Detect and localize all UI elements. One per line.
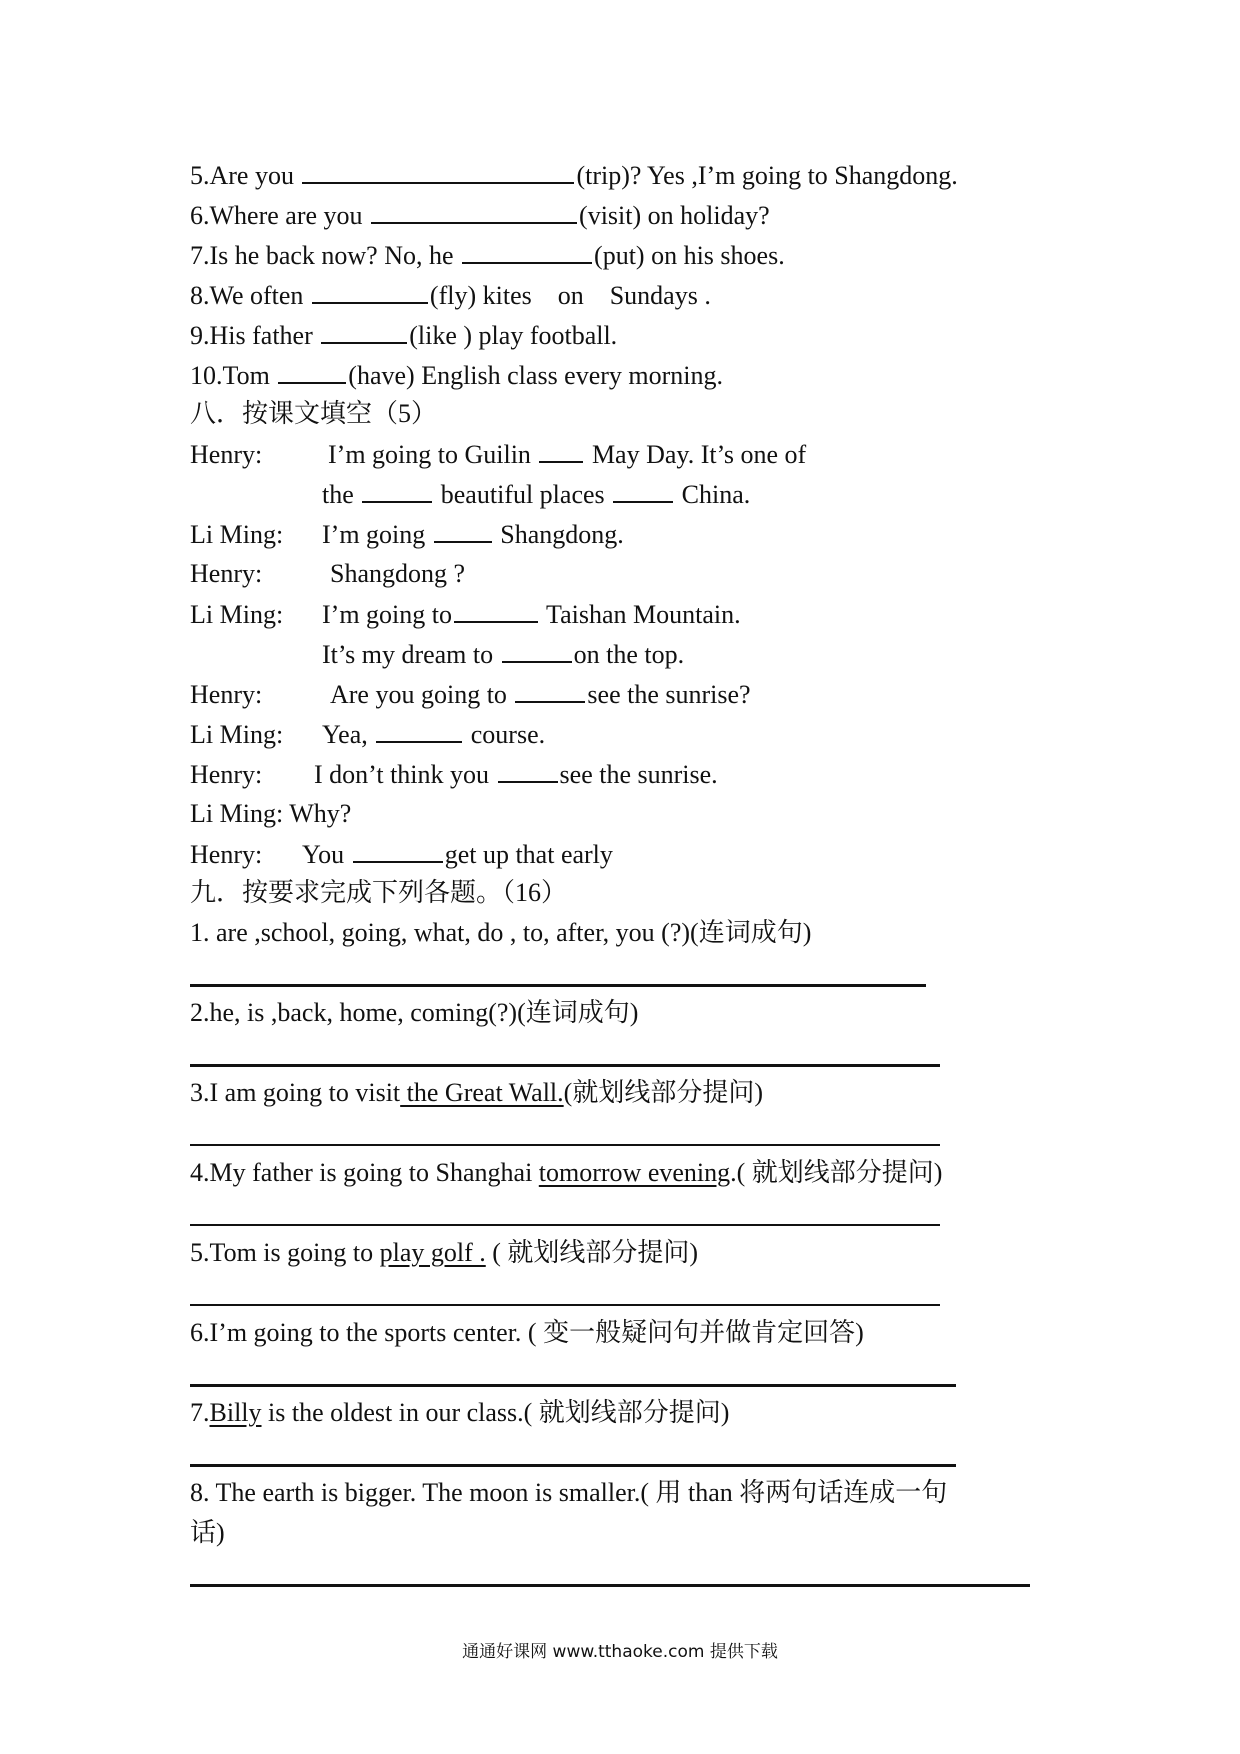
dialogue-line — [190, 717, 545, 752]
question-text: 7. — [190, 1398, 210, 1427]
dialogue-text: on the top. — [573, 640, 685, 669]
answer-blank — [539, 437, 583, 463]
dialogue-text: Shangdong. — [493, 520, 624, 549]
dialogue-text: see the sunrise. — [559, 760, 718, 789]
section-8-heading: 八．按课文填空（5） — [190, 399, 438, 428]
question-instruction: (就划线部分提问) — [563, 1078, 763, 1107]
answer-blank — [454, 597, 538, 623]
dialogue-text: Taishan Mountain. — [540, 600, 741, 629]
answer-blank — [613, 477, 673, 503]
dialogue-text: course. — [464, 720, 546, 749]
dialogue-text: I’m going — [322, 520, 432, 549]
item-text: 9.His father — [190, 321, 320, 350]
question-1: 1. are ,school, going, what, do , to, after, you (?)(连词成句) — [190, 918, 812, 947]
dialogue-line — [190, 837, 613, 872]
dialogue-text: May Day. It’s one of — [585, 440, 807, 469]
dialogue-line — [190, 597, 741, 632]
dialogue-text: You — [302, 840, 351, 869]
item-text: (trip)? Yes ,I’m going to Shangdong. — [576, 161, 958, 190]
underlined-phrase: the Great Wall. — [400, 1078, 564, 1107]
question-3 — [190, 1076, 763, 1110]
item-text: 6.Where are you — [190, 201, 370, 230]
speaker-label: Henry: — [190, 559, 263, 588]
answer-line — [190, 1304, 940, 1306]
question-text: 5.Tom is going to — [190, 1238, 380, 1267]
question-2: 2.he, is ,back, home, coming(?)(连词成句) — [190, 998, 639, 1027]
answer-blank — [462, 238, 592, 264]
item-text: (visit) on holiday? — [579, 201, 770, 230]
dialogue-text: beautiful places — [434, 480, 612, 509]
question-text: 3.I am going to visit — [190, 1078, 401, 1107]
dialogue-text: It’s my dream to — [322, 640, 500, 669]
answer-blank — [302, 158, 574, 184]
answer-blank — [434, 517, 492, 543]
question-8-continued: 话) — [190, 1518, 225, 1547]
question-instruction: is the oldest in our class.( 就划线部分提问) — [261, 1398, 730, 1427]
exercise-item-8 — [190, 278, 711, 313]
answer-blank — [353, 837, 443, 863]
dialogue-text: the — [322, 480, 361, 509]
exercise-item-5 — [190, 158, 958, 193]
dialogue-line: Li Ming: Why? — [190, 799, 352, 828]
item-text: 7.Is he back now? No, he — [190, 241, 461, 270]
speaker-label: Li Ming: — [190, 600, 284, 629]
speaker-label: Henry: — [190, 760, 263, 789]
dialogue-line — [190, 757, 718, 792]
speaker-label: Li Ming: — [190, 520, 284, 549]
question-instruction: ( 就划线部分提问) — [485, 1238, 699, 1267]
answer-line — [190, 1224, 940, 1226]
dialogue-line — [322, 477, 750, 512]
answer-line — [190, 1384, 956, 1387]
dialogue-text: Yea, — [322, 720, 375, 749]
underlined-phrase: Billy — [209, 1398, 262, 1427]
item-text: 10.Tom — [190, 361, 277, 390]
question-text: 4.My father is going to Shanghai — [190, 1158, 539, 1187]
item-text: (like ) play football. — [409, 321, 618, 350]
answer-blank — [312, 278, 428, 304]
answer-blank — [498, 757, 558, 783]
question-4 — [190, 1156, 942, 1190]
answer-line — [190, 984, 926, 987]
speaker-label: Henry: — [190, 840, 263, 869]
item-text: 8.We often — [190, 281, 310, 310]
answer-blank — [515, 677, 585, 703]
underlined-phrase: tomorrow evening — [538, 1158, 731, 1187]
question-5 — [190, 1236, 698, 1270]
exercise-item-7 — [190, 238, 785, 273]
speaker-label: Henry: — [190, 440, 263, 469]
dialogue-line — [190, 437, 806, 472]
dialogue-line — [190, 557, 465, 591]
question-7 — [190, 1396, 729, 1430]
exercise-item-9 — [190, 318, 617, 353]
exercise-item-6 — [190, 198, 770, 233]
answer-blank — [362, 477, 432, 503]
dialogue-text: I’m going to — [322, 600, 452, 629]
answer-line — [190, 1464, 956, 1467]
answer-blank — [502, 637, 572, 663]
dialogue-line — [190, 517, 624, 552]
answer-line — [190, 1144, 940, 1146]
dialogue-text: China. — [675, 480, 751, 509]
dialogue-line — [190, 677, 751, 712]
speaker-label: Henry: — [190, 680, 263, 709]
item-text: (fly) kites on Sundays . — [429, 281, 711, 310]
dialogue-text: get up that early — [444, 840, 613, 869]
question-instruction: .( 就划线部分提问) — [730, 1158, 943, 1187]
dialogue-text: I’m going to Guilin — [328, 440, 538, 469]
speaker-label: Li Ming: — [190, 720, 284, 749]
item-text: (have) English class every morning. — [348, 361, 724, 390]
answer-blank — [321, 318, 407, 344]
underlined-phrase: play golf . — [379, 1238, 486, 1267]
answer-line — [190, 1064, 940, 1067]
dialogue-text: Are you going to — [330, 680, 514, 709]
item-text: 5.Are you — [190, 161, 301, 190]
item-text: (put) on his shoes. — [594, 241, 785, 270]
question-8: 8. The earth is bigger. The moon is smaller.( 用 than 将两句话连成一句 — [190, 1478, 948, 1507]
section-9-heading: 九．按要求完成下列各题。（16） — [190, 878, 568, 907]
dialogue-text: see the sunrise? — [587, 680, 751, 709]
exercise-item-10 — [190, 358, 723, 393]
answer-blank — [376, 717, 462, 743]
page-footer: 通通好课网 www.tthaoke.com 提供下载 — [462, 1642, 778, 1662]
question-6: 6.I’m going to the sports center. ( 变一般疑问句并做肯定回答) — [190, 1318, 864, 1347]
dialogue-text: I don’t think you — [314, 760, 496, 789]
dialogue-text: Shangdong ? — [330, 559, 466, 588]
answer-blank — [278, 358, 346, 384]
dialogue-line — [322, 637, 684, 672]
answer-blank — [371, 198, 577, 224]
answer-line — [190, 1584, 1030, 1587]
